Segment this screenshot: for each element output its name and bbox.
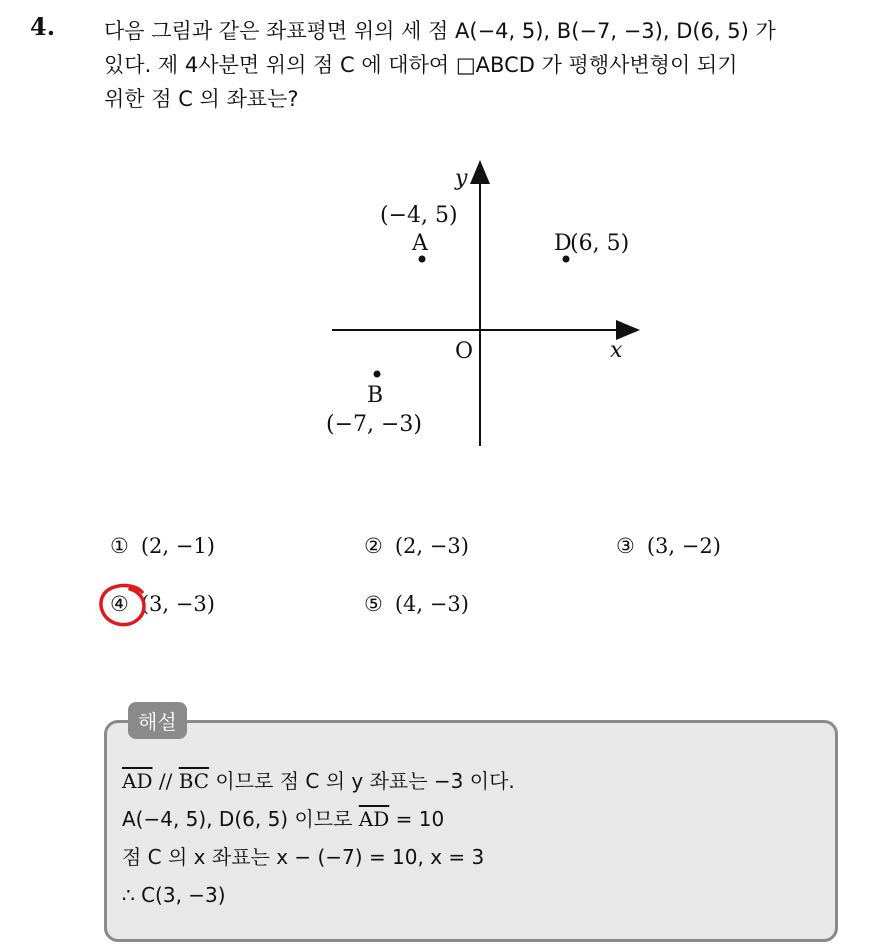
explanation-line-2-prefix: A(−4, 5), D(6, 5) 이므로 bbox=[122, 807, 359, 831]
choice-4-mark: ④ bbox=[110, 592, 129, 616]
point-b-dot bbox=[374, 371, 381, 378]
x-axis-label: x bbox=[610, 338, 623, 363]
choice-2-mark: ② bbox=[364, 534, 383, 558]
choice-5-mark: ⑤ bbox=[364, 592, 383, 616]
segment-ad-2: $\overline{AD}$ bbox=[358, 807, 390, 831]
coordinate-plane-figure bbox=[300, 150, 660, 460]
point-d-label: D bbox=[554, 231, 572, 256]
question-line-2: 있다. 제 4사분면 위의 점 C 에 대하여 □ABCD 가 평행사변형이 되기 bbox=[104, 53, 738, 77]
point-d-dot bbox=[563, 256, 570, 263]
segment-ad: $\overline{AD}$ bbox=[122, 769, 153, 793]
choice-1-mark: ① bbox=[110, 534, 129, 558]
point-b-label: B bbox=[367, 383, 384, 408]
answer-circle-mark bbox=[96, 580, 152, 630]
segment-bc: $\overline{BC}$ bbox=[178, 769, 210, 793]
choice-3-value: (3, −2) bbox=[646, 534, 721, 558]
explanation-line-3: 점 C 의 x 좌표는 x − (−7) = 10, x = 3 bbox=[122, 845, 485, 869]
choice-1[interactable] bbox=[110, 534, 215, 558]
y-axis-label: y bbox=[455, 166, 468, 191]
point-a-dot bbox=[419, 256, 426, 263]
explanation-line-4: ∴ C(3, −3) bbox=[122, 883, 226, 907]
point-d-coord: (6, 5) bbox=[570, 231, 630, 256]
choice-2[interactable] bbox=[364, 534, 469, 558]
origin-label: O bbox=[455, 339, 474, 364]
point-a-coord: (−4, 5) bbox=[380, 203, 458, 228]
question-text bbox=[104, 14, 864, 116]
point-b-coord: (−7, −3) bbox=[326, 412, 423, 437]
explanation-line-1-rest: 이므로 점 C 의 y 좌표는 −3 이다. bbox=[209, 769, 515, 793]
choice-1-value: (2, −1) bbox=[140, 534, 215, 558]
choice-5[interactable] bbox=[364, 592, 469, 616]
explanation-line-1: $\overline{AD} // \overline{BC}$ 이므로 점 C 의 y 좌표는 −3 이다. bbox=[122, 769, 515, 793]
choice-2-value: (2, −3) bbox=[394, 534, 469, 558]
explanation-line-2-suffix: = 10 bbox=[389, 807, 445, 831]
question-line-1: 다음 그림과 같은 좌표평면 위의 세 점 A(−4, 5), B(−7, −3), D(6, 5) 가 bbox=[104, 19, 776, 43]
question-line-3: 위한 점 C 의 좌표는? bbox=[104, 87, 299, 111]
explanation-tab: 해설 bbox=[128, 702, 187, 739]
explanation-line-2 bbox=[122, 800, 515, 838]
question-number: 4. bbox=[30, 12, 56, 41]
choice-4-value: (3, −3) bbox=[140, 592, 215, 616]
choice-3[interactable] bbox=[616, 534, 721, 558]
explanation-text bbox=[122, 762, 515, 914]
choice-3-mark: ③ bbox=[616, 534, 635, 558]
point-a-label: A bbox=[412, 231, 428, 256]
choice-5-value: (4, −3) bbox=[394, 592, 469, 616]
